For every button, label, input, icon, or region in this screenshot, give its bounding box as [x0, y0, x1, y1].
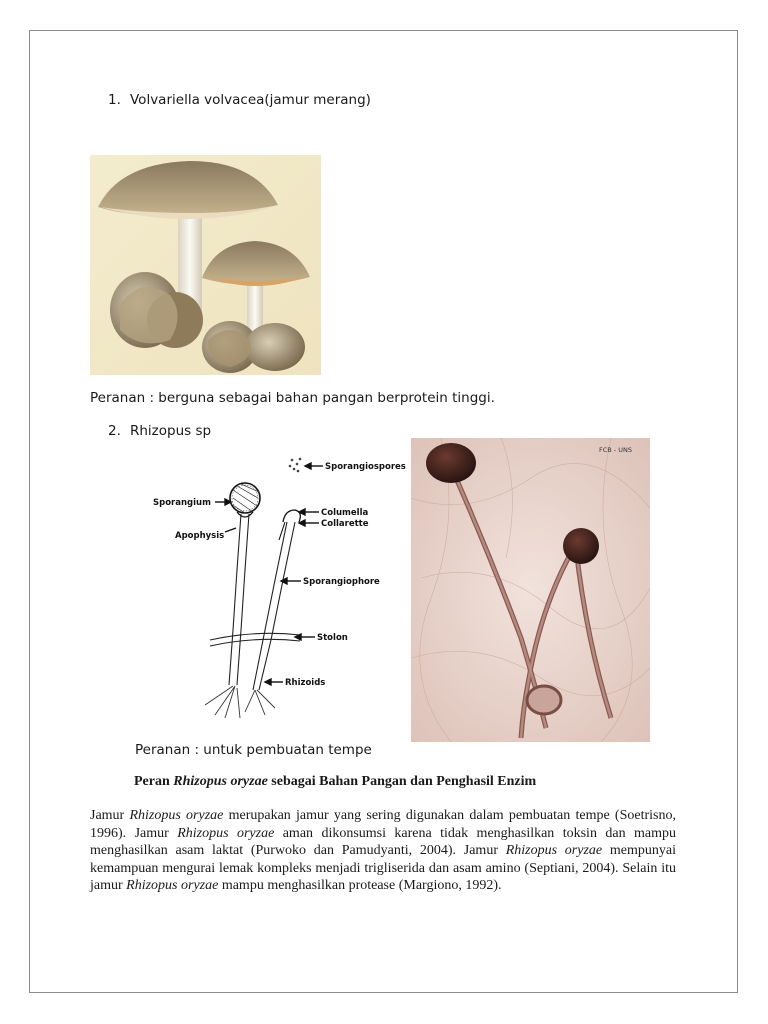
species-name: Rhizopus oryzae — [177, 825, 275, 841]
paragraph-text: mempunyai kemampuan mengurai lemak kompleks menjadi trigliserida dan asam amino (Septiani, 2004). Selain itu jamur — [90, 843, 676, 894]
label-sporangium: Sporangium — [153, 498, 211, 508]
rhizopus-role-text: Peranan : untuk pembuatan tempe — [135, 742, 372, 758]
label-collarette: Collarette — [321, 519, 369, 529]
mushroom-role-text: Peranan : berguna sebagai bahan pangan berprotein tinggi. — [90, 390, 495, 406]
list-item-text: Volvariella volvacea(jamur merang) — [130, 92, 371, 108]
list-item-2 — [108, 423, 211, 439]
species-name: Rhizopus oryzae — [126, 878, 219, 894]
rhizopus-structure-diagram — [145, 450, 410, 720]
species-name: Rhizopus oryzae — [129, 808, 224, 823]
heading-species: Rhizopus oryzae — [173, 774, 268, 789]
label-columella: Columella — [321, 508, 369, 518]
rhizopus-micrograph-image — [411, 438, 650, 742]
species-name: Rhizopus oryzae — [505, 843, 603, 859]
paragraph-text: merupakan jamur yang sering digunakan dalam pembuatan tempe (Soetrisno, 1996). Jamur — [90, 808, 676, 841]
list-item-number: 1. — [108, 92, 121, 108]
section-heading — [134, 774, 536, 790]
paragraph-text: Jamur — [90, 808, 130, 823]
paragraph-text: mampu menghasilkan protease (Margiono, 1992). — [218, 878, 502, 894]
sporangiospores-dots — [289, 458, 302, 473]
list-item-number: 2. — [108, 423, 121, 439]
list-item-1 — [108, 92, 371, 108]
heading-suffix: sebagai Bahan Pangan dan Penghasil Enzim — [267, 774, 537, 789]
paragraph-text: aman dikonsumsi karena tidak menghasilkan toksin dan mampu menghasilkan asam laktat (Purwoko dan Pamudyanti, 2004). Jamur — [90, 825, 676, 859]
volvariella-mushroom-image — [90, 155, 321, 375]
heading-prefix: Peran — [134, 774, 174, 789]
label-apophysis: Apophysis — [175, 531, 225, 541]
list-item-text: Rhizopus sp — [130, 423, 212, 439]
label-sporangiospores: Sporangiospores — [325, 462, 406, 472]
label-rhizoids: Rhizoids — [285, 678, 326, 688]
label-stolon: Stolon — [317, 633, 348, 643]
label-sporangiophore: Sporangiophore — [303, 577, 380, 587]
micrograph-watermark: FCB - UNS — [599, 446, 632, 454]
section-paragraph — [90, 807, 676, 895]
